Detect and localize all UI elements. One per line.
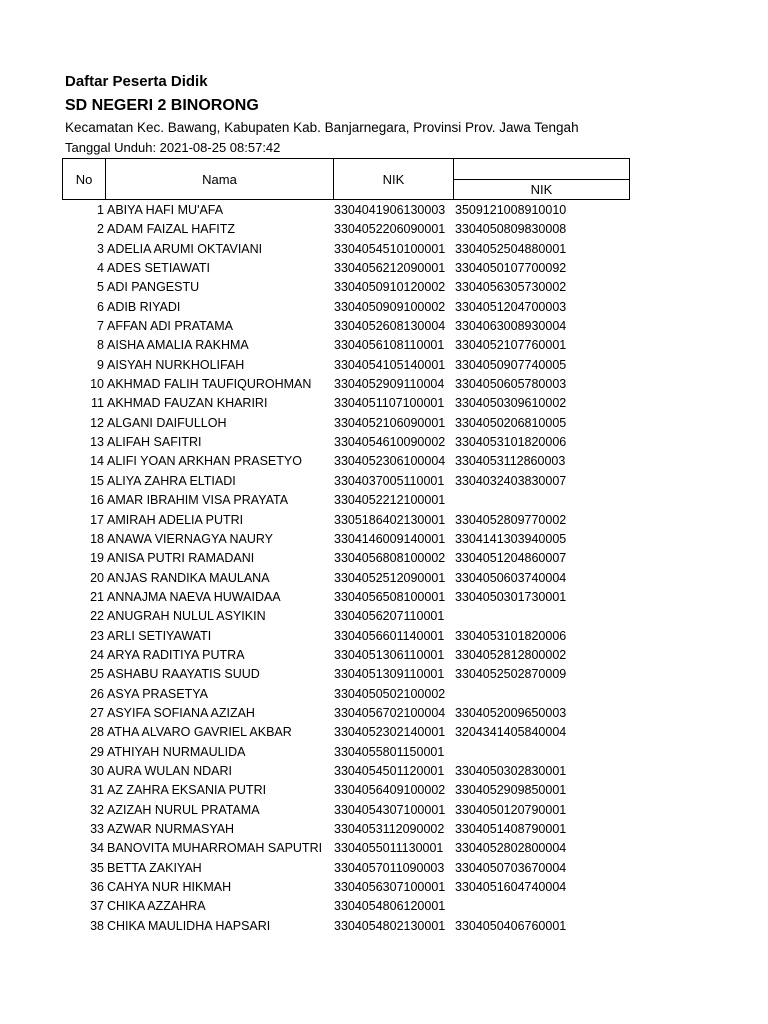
student-nik: 3304056409100002 [334, 783, 446, 798]
parent-nik: 3304052009650003 [455, 705, 567, 720]
row-number: 30 [90, 763, 104, 778]
student-name: ADIB RIYADI [107, 299, 181, 314]
document-title: Daftar Peserta Didik [65, 73, 208, 90]
parent-nik: 3304050603740004 [455, 570, 567, 585]
student-name: ANUGRAH NULUL ASYIKIN [107, 609, 266, 624]
student-name: AFFAN ADI PRATAMA [107, 319, 233, 334]
row-number: 11 [91, 396, 104, 411]
student-nik: 3304037005110001 [334, 473, 445, 488]
column-header-no: No [62, 158, 106, 200]
table-row [0, 201, 768, 220]
parent-nik: 3304050206810005 [455, 415, 567, 430]
parent-nik: 3509121008910010 [455, 203, 567, 217]
parent-nik: 3304052809770002 [455, 512, 567, 527]
row-number: 34 [90, 841, 104, 856]
student-name: AMAR IBRAHIM VISA PRAYATA [107, 493, 289, 508]
row-number: 13 [90, 435, 104, 450]
student-nik: 3304052512090001 [334, 570, 446, 585]
parent-nik: 3304050302830001 [455, 763, 567, 778]
table-row [0, 723, 768, 742]
table-row [0, 336, 768, 355]
table-row [0, 317, 768, 336]
row-number: 24 [90, 647, 104, 662]
student-nik: 3304146009140001 [334, 531, 446, 546]
student-nik: 3304052106090001 [334, 415, 446, 430]
student-name: ABIYA HAFI MU'AFA [107, 203, 224, 217]
parent-nik: 3304053101820006 [455, 435, 567, 450]
student-name: AKHMAD FALIH TAUFIQUROHMAN [107, 377, 312, 392]
student-nik: 3304057011090003 [334, 860, 445, 875]
parent-nik: 3304141303940005 [455, 531, 567, 546]
student-name: CHIKA AZZAHRA [107, 899, 206, 914]
parent-nik: 3304050406760001 [455, 918, 567, 933]
table-row [0, 917, 768, 936]
table-row [0, 356, 768, 375]
table-row [0, 433, 768, 452]
parent-nik: 3304050120790001 [455, 802, 567, 817]
column-header-nik: NIK [333, 158, 454, 200]
row-number: 2 [97, 222, 104, 237]
table-row [0, 878, 768, 897]
student-name: AZWAR NURMASYAH [107, 822, 235, 836]
student-nik: 3304055801150001 [334, 744, 445, 759]
location-line: Kecamatan Kec. Bawang, Kabupaten Kab. Banjarnegara, Provinsi Prov. Jawa Tengah [65, 120, 579, 135]
table-row [0, 665, 768, 684]
parent-nik: 3304052812800002 [455, 647, 567, 662]
table-row [0, 820, 768, 839]
table-row [0, 530, 768, 549]
student-name: ASHABU RAAYATIS SUUD [107, 667, 260, 682]
parent-nik: 3304050605780003 [455, 377, 567, 392]
row-number: 9 [97, 357, 104, 372]
parent-nik: 3304056305730002 [455, 280, 567, 295]
table-row [0, 511, 768, 530]
parent-nik: 3304050809830008 [455, 222, 567, 237]
row-number: 18 [90, 531, 104, 546]
student-table-body [0, 201, 768, 936]
student-nik: 3304056508100001 [334, 589, 446, 604]
student-name: ATHA ALVARO GAVRIEL AKBAR [107, 725, 292, 740]
student-nik: 3304052212100001 [334, 493, 446, 508]
student-name: ADELIA ARUMI OKTAVIANI [107, 241, 263, 256]
table-row [0, 685, 768, 704]
column-header-nik-parent: NIK [453, 179, 630, 200]
parent-nik: 3304053101820006 [455, 628, 567, 643]
table-row [0, 240, 768, 259]
parent-nik: 3304051604740004 [455, 880, 567, 895]
row-number: 21 [90, 589, 104, 604]
student-nik: 3304041906130003 [334, 203, 446, 217]
column-header-nama: Nama [105, 158, 334, 200]
student-name: CHIKA MAULIDHA HAPSARI [107, 918, 271, 933]
row-number: 10 [90, 377, 104, 392]
row-number: 3 [97, 241, 104, 256]
row-number: 5 [97, 280, 104, 295]
student-nik: 3304052608130004 [334, 319, 446, 334]
parent-nik: 3304052909850001 [455, 783, 567, 798]
table-row [0, 588, 768, 607]
parent-nik: 3304052504880001 [455, 241, 567, 256]
student-nik: 3304050502100002 [334, 686, 446, 701]
student-nik: 3304056207110001 [334, 609, 445, 624]
row-number: 32 [90, 802, 104, 817]
student-nik: 3304056808100002 [334, 551, 446, 566]
table-row [0, 781, 768, 800]
student-nik: 3304054806120001 [334, 899, 446, 914]
table-row [0, 704, 768, 723]
student-name: ARYA RADITIYA PUTRA [107, 647, 245, 662]
student-nik: 3304056212090001 [334, 261, 446, 276]
row-number: 22 [90, 609, 104, 624]
row-number: 31 [90, 783, 104, 798]
parent-nik: 3304050907740005 [455, 357, 567, 372]
table-row [0, 859, 768, 878]
student-nik: 3304051309110001 [334, 667, 445, 682]
table-row [0, 472, 768, 491]
table-row [0, 839, 768, 858]
parent-nik: 3304032403830007 [455, 473, 567, 488]
table-row [0, 259, 768, 278]
row-number: 25 [90, 667, 104, 682]
student-nik: 3304051306110001 [334, 647, 445, 662]
parent-nik: 3304051204700003 [455, 299, 567, 314]
row-number: 35 [90, 860, 104, 875]
row-number: 37 [90, 899, 104, 914]
row-number: 8 [97, 338, 104, 353]
student-name: BANOVITA MUHARROMAH SAPUTRI [107, 841, 323, 856]
student-name: ANNAJMA NAEVA HUWAIDAA [107, 589, 281, 604]
student-nik: 3304054307100001 [334, 802, 446, 817]
row-number: 16 [90, 493, 104, 508]
student-nik: 3304056307100001 [334, 880, 446, 895]
row-number: 29 [90, 744, 104, 759]
row-number: 6 [97, 299, 104, 314]
table-row [0, 801, 768, 820]
student-nik: 3304054105140001 [334, 357, 446, 372]
student-nik: 3304054510100001 [334, 241, 446, 256]
student-name: AISHA AMALIA RAKHMA [107, 338, 249, 353]
row-number: 27 [90, 705, 104, 720]
table-row [0, 220, 768, 239]
parent-nik: 3304052802800004 [455, 841, 567, 856]
row-number: 38 [90, 918, 104, 933]
student-nik: 3304056601140001 [334, 628, 445, 643]
row-number: 33 [90, 822, 104, 836]
student-name: AMIRAH ADELIA PUTRI [107, 512, 244, 527]
student-nik: 3304050909100002 [334, 299, 446, 314]
student-name: ASYA PRASETYA [107, 686, 208, 701]
parent-nik: 3304050309610002 [455, 396, 567, 411]
table-row [0, 607, 768, 626]
download-date: Tanggal Unduh: 2021-08-25 08:57:42 [65, 140, 281, 155]
student-name: BETTA ZAKIYAH [107, 860, 202, 875]
column-header-group-blank [453, 158, 630, 180]
student-name: ADI PANGESTU [107, 280, 200, 295]
parent-nik: 3304051408790001 [455, 822, 567, 836]
student-nik: 3304054610090002 [334, 435, 446, 450]
row-number: 36 [90, 880, 104, 895]
student-name: ALIFI YOAN ARKHAN PRASETYO [107, 454, 302, 469]
student-nik: 3304056108110001 [334, 338, 445, 353]
parent-nik: 3204341405840004 [455, 725, 567, 740]
table-row [0, 278, 768, 297]
row-number: 1 [97, 203, 104, 217]
table-row [0, 549, 768, 568]
table-row [0, 646, 768, 665]
row-number: 20 [90, 570, 104, 585]
row-number: 15 [90, 473, 104, 488]
table-row [0, 569, 768, 588]
row-number: 19 [90, 551, 104, 566]
student-name: ATHIYAH NURMAULIDA [107, 744, 246, 759]
student-name: ALGANI DAIFULLOH [107, 415, 227, 430]
student-nik: 3305186402130001 [334, 512, 446, 527]
parent-nik: 3304050107700092 [455, 261, 567, 276]
student-nik: 3304052302140001 [334, 725, 446, 740]
student-name: ASYIFA SOFIANA AZIZAH [107, 705, 255, 720]
student-name: CAHYA NUR HIKMAH [107, 880, 232, 895]
student-nik: 3304051107100001 [334, 396, 445, 411]
table-row [0, 897, 768, 916]
table-row [0, 452, 768, 471]
student-nik: 3304050910120002 [334, 280, 446, 295]
student-name: ADAM FAIZAL HAFITZ [107, 222, 236, 237]
table-row [0, 298, 768, 317]
parent-nik: 3304063008930004 [455, 319, 567, 334]
parent-nik: 3304052107760001 [455, 338, 567, 353]
row-number: 12 [90, 415, 104, 430]
parent-nik: 3304053112860003 [455, 454, 566, 469]
student-name: ALIFAH SAFITRI [107, 435, 202, 450]
student-nik: 3304054802130001 [334, 918, 446, 933]
student-nik: 3304052909110004 [334, 377, 445, 392]
student-nik: 3304052306100004 [334, 454, 446, 469]
row-number: 14 [90, 454, 104, 469]
row-number: 23 [90, 628, 104, 643]
student-name: ADES SETIAWATI [107, 261, 211, 276]
parent-nik: 3304050301730001 [455, 589, 567, 604]
table-row [0, 375, 768, 394]
school-name: SD NEGERI 2 BINORONG [65, 97, 259, 114]
student-nik: 3304052206090001 [334, 222, 446, 237]
student-name: ANJAS RANDIKA MAULANA [107, 570, 270, 585]
student-name: ANISA PUTRI RAMADANI [107, 551, 255, 566]
parent-nik: 3304051204860007 [455, 551, 567, 566]
table-row [0, 394, 768, 413]
row-number: 26 [90, 686, 104, 701]
student-name: AZ ZAHRA EKSANIA PUTRI [107, 783, 267, 798]
student-name: AURA WULAN NDARI [107, 763, 233, 778]
student-name: AZIZAH NURUL PRATAMA [107, 802, 260, 817]
row-number: 4 [97, 261, 104, 276]
table-row [0, 414, 768, 433]
row-number: 28 [90, 725, 104, 740]
student-name: AKHMAD FAUZAN KHARIRI [107, 396, 268, 411]
table-row [0, 743, 768, 762]
student-nik: 3304054501120001 [334, 763, 445, 778]
student-name: AISYAH NURKHOLIFAH [107, 357, 245, 372]
row-number: 17 [90, 512, 104, 527]
table-row [0, 762, 768, 781]
row-number: 7 [97, 319, 104, 334]
student-nik: 3304056702100004 [334, 705, 446, 720]
table-row [0, 491, 768, 510]
parent-nik: 3304050703670004 [455, 860, 567, 875]
student-nik: 3304055011130001 [334, 841, 444, 856]
student-name: ARLI SETIYAWATI [107, 628, 212, 643]
student-name: ALIYA ZAHRA ELTIADI [107, 473, 236, 488]
student-name: ANAWA VIERNAGYA NAURY [107, 531, 274, 546]
parent-nik: 3304052502870009 [455, 667, 567, 682]
student-nik: 3304053112090002 [334, 822, 445, 836]
table-row [0, 627, 768, 646]
